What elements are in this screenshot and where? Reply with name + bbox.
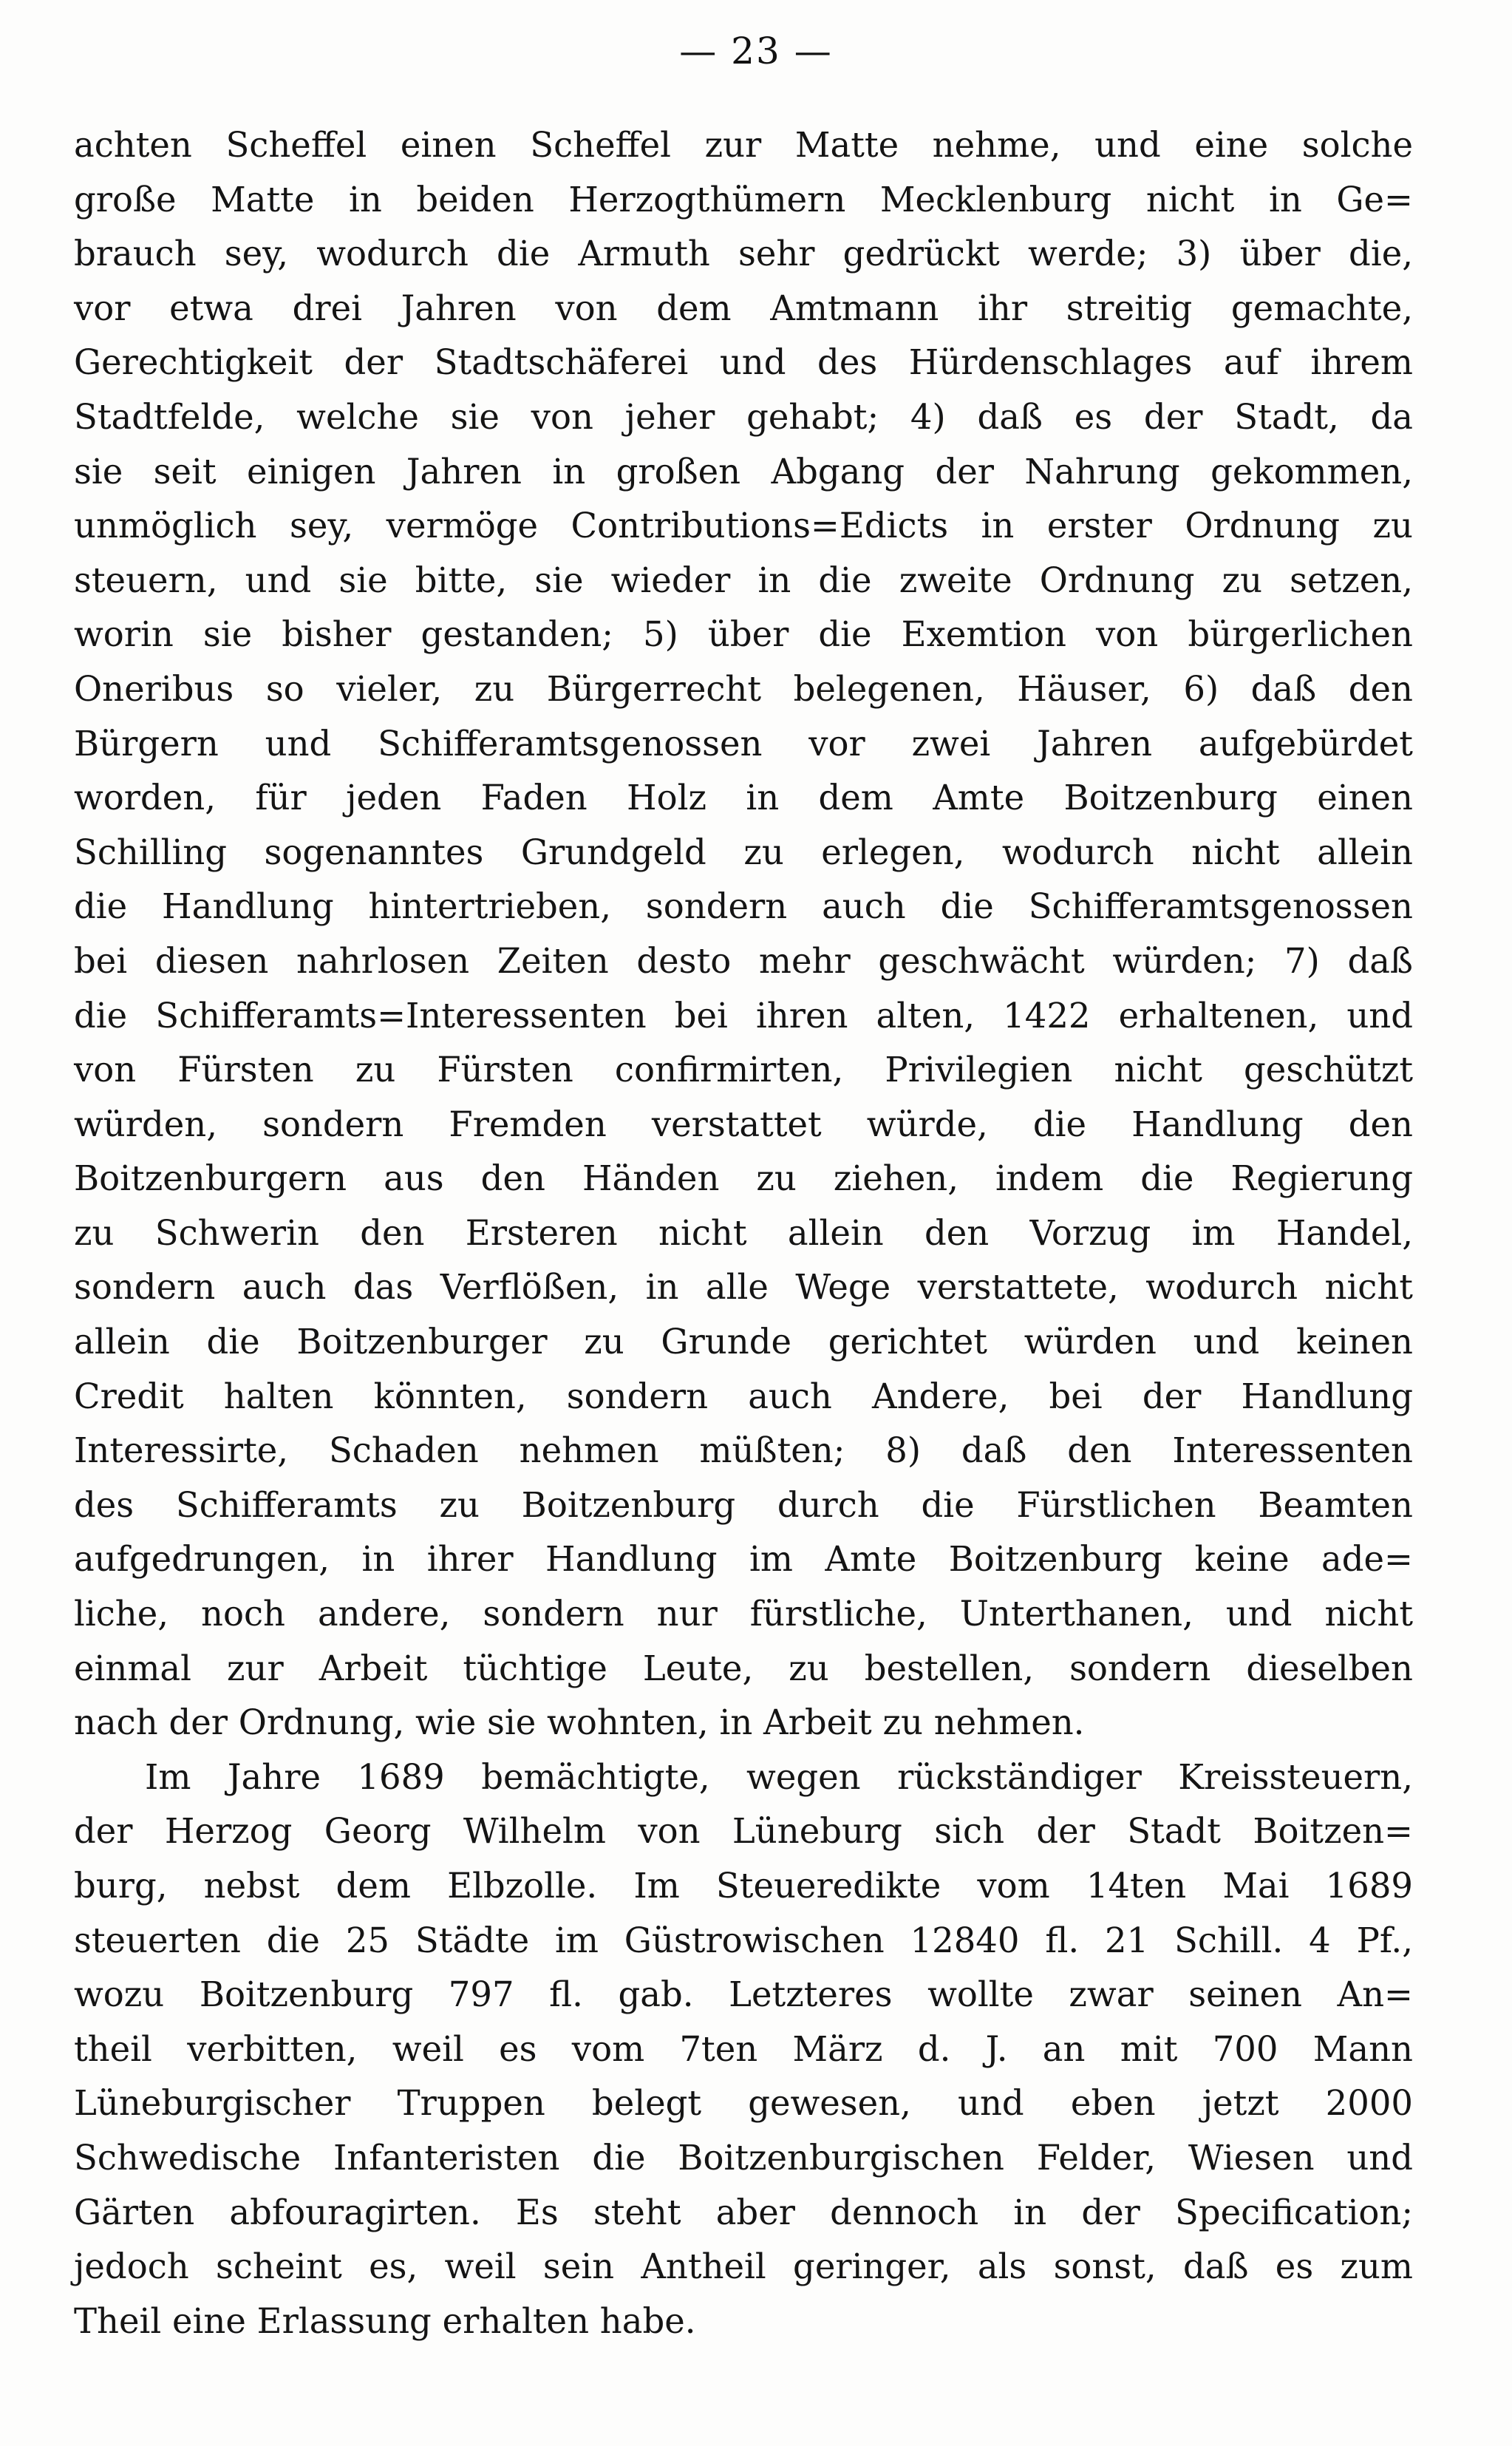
text-line: jedoch scheint es, weil sein Antheil geringer, als sonst, daß es zum [74, 2246, 1413, 2287]
text-line: achten Scheffel einen Scheffel zur Matte nehme, und eine solche [74, 125, 1413, 165]
text-line: zu Schwerin den Ersteren nicht allein den Vorzug im Handel, [74, 1212, 1413, 1253]
text-line: sie seit einigen Jahren in großen Abgang der Nahrung gekommen, [74, 451, 1413, 492]
text-line: des Schifferamts zu Boitzenburg durch die Fürstlichen Beamten [74, 1484, 1413, 1525]
text-line: Interessirte, Schaden nehmen müßten; 8) daß den Interessenten [74, 1430, 1413, 1471]
text-line: worden, für jeden Faden Holz in dem Amte Boitzenburg einen [74, 778, 1413, 818]
paragraph-end-line: nach der Ordnung, wie sie wohnten, in Arbeit zu nehmen. [74, 1702, 1085, 1743]
text-line: einmal zur Arbeit tüchtige Leute, zu bestellen, sondern dieselben [74, 1648, 1413, 1688]
text-line: Credit halten könnten, sondern auch Andere, bei der Handlung [74, 1376, 1413, 1416]
text-line: theil verbitten, weil es vom 7ten März d. J. an mit 700 Mann [74, 2028, 1413, 2069]
text-line: die Schifferamts=Interessenten bei ihren alten, 1422 erhaltenen, und [74, 995, 1413, 1036]
text-line: steuern, und sie bitte, sie wieder in die zweite Ordnung zu setzen, [74, 560, 1413, 600]
text-line: aufgedrungen, in ihrer Handlung im Amte Boitzenburg keine ade= [74, 1539, 1413, 1580]
text-line: vor etwa drei Jahren von dem Amtmann ihr streitig gemachte, [74, 288, 1413, 328]
text-line: worin sie bisher gestanden; 5) über die Exemtion von bürgerlichen [74, 614, 1413, 655]
text-line: große Matte in beiden Herzogthümern Mecklenburg nicht in Ge= [74, 179, 1413, 220]
text-line: Schwedische Infanteristen die Boitzenburgischen Felder, Wiesen und [74, 2137, 1413, 2178]
text-line: burg, nebst dem Elbzolle. Im Steueredikte vom 14ten Mai 1689 [74, 1866, 1413, 1906]
text-line: steuerten die 25 Städte im Güstrowischen 12840 fl. 21 Schill. 4 Pf., [74, 1920, 1413, 1960]
text-line: liche, noch andere, sondern nur fürstliche, Unterthanen, und nicht [74, 1594, 1413, 1634]
text-line: Oneribus so vieler, zu Bürgerrecht belegenen, Häuser, 6) daß den [74, 668, 1413, 709]
text-line: die Handlung hintertrieben, sondern auch die Schifferamtsgenossen [74, 886, 1413, 927]
text-line: allein die Boitzenburger zu Grunde gerichtet würden und keinen [74, 1322, 1413, 1362]
text-line: sondern auch das Verflößen, in alle Wege verstattete, wodurch nicht [74, 1267, 1413, 1308]
text-line: bei diesen nahrlosen Zeiten desto mehr geschwächt würden; 7) daß [74, 940, 1413, 981]
text-line: unmöglich sey, vermöge Contributions=Edicts in erster Ordnung zu [74, 506, 1413, 546]
body-text [74, 118, 1413, 2348]
text-line: Lüneburgischer Truppen belegt gewesen, und eben jetzt 2000 [74, 2083, 1413, 2124]
text-line: würden, sondern Fremden verstattet würde, die Handlung den [74, 1104, 1413, 1144]
text-line: wozu Boitzenburg 797 fl. gab. Letzteres wollte zwar seinen An= [74, 1974, 1413, 2015]
page-number: — 23 — [679, 30, 833, 72]
text-line: brauch sey, wodurch die Armuth sehr gedrückt werde; 3) über die, [74, 234, 1413, 274]
text-line: Schilling sogenanntes Grundgeld zu erlegen, wodurch nicht allein [74, 832, 1413, 872]
text-line: von Fürsten zu Fürsten confirmirten, Privilegien nicht geschützt [74, 1050, 1413, 1090]
text-line: Boitzenburgern aus den Händen zu ziehen, indem die Regierung [74, 1158, 1413, 1199]
text-line: Stadtfelde, welche sie von jeher gehabt; 4) daß es der Stadt, da [74, 396, 1413, 437]
text-line: Gärten abfouragirten. Es steht aber dennoch in der Specification; [74, 2192, 1413, 2232]
text-line: Gerechtigkeit der Stadtschäferei und des Hürdenschlages auf ihrem [74, 342, 1413, 383]
text-line: Bürgern und Schifferamtsgenossen vor zwei Jahren aufgebürdet [74, 723, 1413, 764]
text-line: der Herzog Georg Wilhelm von Lüneburg sich der Stadt Boitzen= [74, 1811, 1413, 1852]
paragraph-end-line: Theil eine Erlassung erhalten habe. [74, 2300, 696, 2341]
paragraph-start-line: Im Jahre 1689 bemächtigte, wegen rückständiger Kreissteuern, [145, 1756, 1413, 1797]
